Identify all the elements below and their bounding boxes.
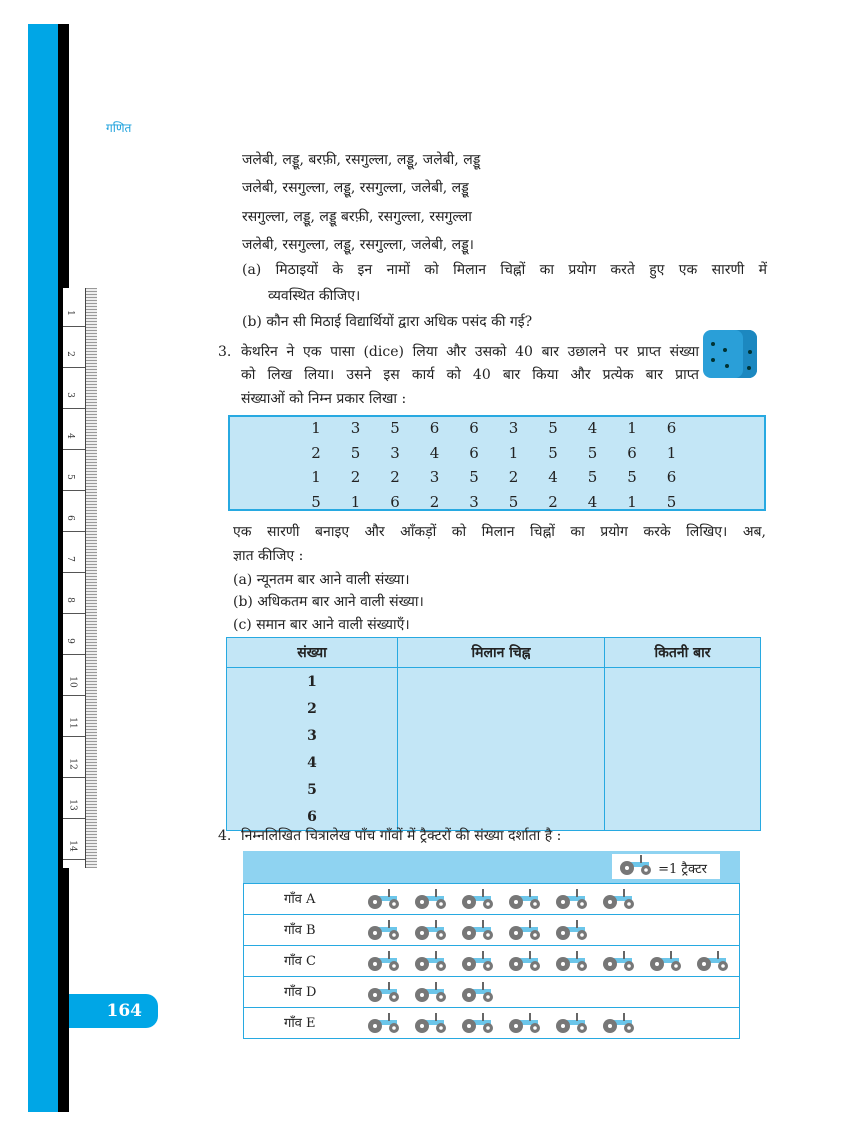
q3-instruction: एक सारणी बनाइए और आँकड़ों को मिलान चिह्नों का प्रयोग करके लिखिए। अब, bbox=[233, 524, 766, 540]
tractor-icon bbox=[413, 981, 449, 1007]
legend-text: =1 ट्रैक्टर bbox=[658, 862, 707, 877]
dice-value: 3 bbox=[508, 419, 519, 437]
tractor-icons bbox=[366, 888, 637, 914]
count-cell bbox=[605, 722, 761, 749]
tractor-icons bbox=[366, 919, 590, 945]
tractor-icons bbox=[366, 950, 731, 976]
tractor-icon bbox=[601, 1012, 637, 1038]
tractor-icon bbox=[460, 950, 496, 976]
pictograph-header bbox=[243, 851, 740, 883]
ruler-number: 6 bbox=[64, 515, 75, 521]
dice-value: 5 bbox=[311, 492, 321, 511]
dice-value: 4 bbox=[587, 419, 598, 437]
dice-value: 1 bbox=[627, 492, 637, 511]
dice-value: 3 bbox=[469, 492, 479, 511]
tractor-icon bbox=[413, 888, 449, 914]
dice-value: 5 bbox=[627, 468, 637, 486]
tractor-icon bbox=[601, 950, 637, 976]
dice-value: 1 bbox=[508, 443, 519, 462]
ruler-tick bbox=[63, 326, 85, 327]
q4-text: निम्नलिखित चित्रालेख पाँच गाँवों में ट्रैक्टरों की संख्या दर्शाता है : bbox=[241, 828, 562, 844]
dice-image bbox=[703, 330, 757, 378]
count-cell bbox=[605, 695, 761, 722]
tally-cell bbox=[398, 695, 605, 722]
number-cell: 4 bbox=[227, 749, 398, 776]
tractor-icon bbox=[413, 1012, 449, 1038]
village-row bbox=[243, 1008, 740, 1039]
dice-value: 3 bbox=[350, 419, 361, 437]
ruler-number: 11 bbox=[67, 717, 78, 729]
village-label: गाँव B bbox=[284, 923, 316, 938]
tractor-icon bbox=[366, 1012, 402, 1038]
tractor-icon bbox=[413, 919, 449, 945]
ruler-image bbox=[62, 288, 97, 868]
village-label: गाँव C bbox=[284, 954, 316, 969]
tractor-icons bbox=[366, 981, 496, 1007]
dice-value: 6 bbox=[469, 443, 479, 462]
q3-number: 3. bbox=[218, 344, 232, 360]
q2-part-a: (a) मिठाइयों के इन नामों को मिलान चिह्नों का प्रयोग करते हुए एक सारणी में bbox=[242, 262, 767, 278]
table-row bbox=[227, 749, 761, 776]
dice-value: 6 bbox=[469, 419, 479, 437]
ruler-number: 8 bbox=[64, 597, 75, 603]
tractor-icon bbox=[507, 1012, 543, 1038]
table-row bbox=[227, 776, 761, 803]
sweets-line: जलेबी, लड्डू, बरफ़ी, रसगुल्ला, लड्डू, जलेबी, लड्डू bbox=[242, 152, 481, 168]
village-label: गाँव A bbox=[284, 892, 316, 907]
count-cell bbox=[605, 668, 761, 696]
header-tally: मिलान चिह्न bbox=[398, 638, 605, 668]
number-cell: 3 bbox=[227, 722, 398, 749]
tractor-icon bbox=[601, 888, 637, 914]
tractor-icon bbox=[648, 950, 684, 976]
ruler-scale bbox=[85, 288, 97, 868]
ruler-tick bbox=[63, 490, 85, 491]
ruler-tick bbox=[63, 777, 85, 778]
dice-value: 1 bbox=[311, 468, 321, 486]
dice-value: 6 bbox=[666, 468, 677, 486]
dice-value: 6 bbox=[627, 443, 637, 462]
ruler-number: 13 bbox=[67, 799, 78, 811]
village-row bbox=[243, 883, 740, 915]
tractor-icon bbox=[366, 919, 402, 945]
ruler-tick bbox=[63, 613, 85, 614]
village-label: गाँव D bbox=[284, 985, 317, 1000]
dice-value: 5 bbox=[469, 468, 479, 486]
table-row bbox=[227, 722, 761, 749]
dice-value: 1 bbox=[311, 419, 321, 437]
ruler-number: 5 bbox=[64, 474, 75, 480]
ruler-tick bbox=[63, 736, 85, 737]
dice-value: 2 bbox=[350, 468, 361, 486]
q3-part-c: (c) समान बार आने वाली संख्याएँ। bbox=[233, 617, 410, 633]
q3-part-b: (b) अधिकतम बार आने वाली संख्या। bbox=[233, 594, 424, 610]
dice-value: 2 bbox=[548, 492, 558, 511]
dice-value: 5 bbox=[350, 443, 361, 462]
running-header-subject: गणित bbox=[106, 121, 132, 135]
sweets-line: रसगुल्ला, लड्डू, लड्डू बरफ़ी, रसगुल्ला, रसगुल्ला bbox=[242, 209, 472, 225]
tractor-icon bbox=[554, 1012, 590, 1038]
village-row bbox=[243, 977, 740, 1008]
sweets-line: जलेबी, रसगुल्ला, लड्डू, रसगुल्ला, जलेबी, लड्डू bbox=[242, 180, 469, 196]
sweets-line: जलेबी, रसगुल्ला, लड्डू, रसगुल्ला, जलेबी, लड्डू। bbox=[242, 237, 474, 253]
number-cell: 6 bbox=[227, 803, 398, 831]
tractor-icon bbox=[366, 950, 402, 976]
q3-text: को लिख लिया। उसने इस कार्य को 40 बार किया और प्रत्येक बार प्राप्त bbox=[241, 367, 699, 383]
dice-value: 6 bbox=[666, 419, 677, 437]
ruler-tick bbox=[63, 818, 85, 819]
ruler-number: 3 bbox=[64, 392, 75, 398]
header-number: संख्या bbox=[227, 638, 398, 668]
tractor-icon bbox=[554, 950, 590, 976]
tractor-icon bbox=[554, 919, 590, 945]
ruler-tick bbox=[63, 367, 85, 368]
dice-value: 2 bbox=[311, 443, 321, 462]
table-row bbox=[227, 668, 761, 696]
tractor-icon bbox=[554, 888, 590, 914]
tractor-icon bbox=[618, 865, 654, 880]
ruler-number: 4 bbox=[64, 433, 75, 439]
q2-part-b: (b) कौन सी मिठाई विद्यार्थियों द्वारा अधिक पसंद की गई? bbox=[242, 314, 533, 330]
dice-value: 4 bbox=[429, 443, 440, 462]
dice-value: 4 bbox=[587, 492, 598, 511]
ruler-tick bbox=[63, 695, 85, 696]
q2-part-a-cont: व्यवस्थित कीजिए। bbox=[268, 288, 361, 304]
ruler-number: 1 bbox=[64, 310, 75, 316]
tractor-icon bbox=[366, 981, 402, 1007]
ruler-number: 12 bbox=[67, 758, 78, 770]
table-row bbox=[227, 695, 761, 722]
ruler-number: 7 bbox=[64, 556, 75, 562]
village-row bbox=[243, 946, 740, 977]
dice-value: 5 bbox=[508, 492, 519, 511]
dice-value: 5 bbox=[548, 419, 558, 437]
ruler-tick bbox=[63, 859, 85, 860]
dice-value: 3 bbox=[390, 443, 400, 462]
dice-value: 2 bbox=[429, 492, 440, 511]
ruler-number: 9 bbox=[64, 638, 75, 644]
count-cell bbox=[605, 749, 761, 776]
tractor-icon bbox=[460, 919, 496, 945]
number-cell: 1 bbox=[227, 668, 398, 696]
tally-table bbox=[226, 637, 761, 831]
tractor-icon bbox=[507, 919, 543, 945]
number-cell: 5 bbox=[227, 776, 398, 803]
page-number: 164 bbox=[69, 994, 158, 1028]
dice-value: 5 bbox=[548, 443, 558, 462]
dice-value: 5 bbox=[666, 492, 677, 511]
q3-part-a: (a) न्यूनतम बार आने वाली संख्या। bbox=[233, 572, 410, 588]
pictograph-legend bbox=[612, 854, 720, 879]
village-label: गाँव E bbox=[284, 1016, 316, 1031]
village-row bbox=[243, 915, 740, 946]
tractor-icon bbox=[460, 981, 496, 1007]
number-cell: 2 bbox=[227, 695, 398, 722]
tractor-icon bbox=[413, 950, 449, 976]
dice-value: 1 bbox=[627, 419, 637, 437]
dice-value: 1 bbox=[666, 443, 677, 462]
ruler-tick bbox=[63, 408, 85, 409]
dice-value: 4 bbox=[548, 468, 558, 486]
ruler-number: 2 bbox=[64, 351, 75, 357]
count-cell bbox=[605, 776, 761, 803]
q3-text: संख्याओं को निम्न प्रकार लिखा : bbox=[241, 391, 407, 407]
dice-value: 3 bbox=[429, 468, 440, 486]
tractor-icon bbox=[695, 950, 731, 976]
left-margin-band bbox=[28, 24, 58, 1112]
dice-data-box bbox=[228, 415, 766, 511]
tractor-icon bbox=[366, 888, 402, 914]
tractor-pictograph bbox=[243, 851, 740, 1039]
tractor-icon bbox=[460, 888, 496, 914]
tractor-icon bbox=[507, 950, 543, 976]
ruler-number: 10 bbox=[67, 676, 78, 688]
q3-instruction: ज्ञात कीजिए : bbox=[233, 548, 304, 564]
ruler-tick bbox=[63, 572, 85, 573]
ruler-tick bbox=[63, 654, 85, 655]
q4-number: 4. bbox=[218, 828, 232, 844]
tractor-icons bbox=[366, 1012, 637, 1038]
dice-value: 2 bbox=[508, 468, 519, 486]
q3-text: केथरिन ने एक पासा (dice) लिया और उसको 40 बार उछालने पर प्राप्त संख्या bbox=[241, 344, 699, 360]
dice-value: 1 bbox=[350, 492, 361, 511]
tally-cell bbox=[398, 722, 605, 749]
tally-cell bbox=[398, 668, 605, 696]
header-count: कितनी बार bbox=[605, 638, 761, 668]
dice-value: 6 bbox=[390, 492, 400, 511]
tractor-icon bbox=[460, 1012, 496, 1038]
ruler-tick bbox=[63, 449, 85, 450]
tally-cell bbox=[398, 749, 605, 776]
ruler-number: 14 bbox=[67, 840, 78, 852]
dice-value: 6 bbox=[429, 419, 440, 437]
dice-value: 2 bbox=[390, 468, 400, 486]
tractor-icon bbox=[507, 888, 543, 914]
tally-cell bbox=[398, 776, 605, 803]
dice-value: 5 bbox=[390, 419, 400, 437]
dice-value: 5 bbox=[587, 443, 598, 462]
dice-value: 5 bbox=[587, 468, 598, 486]
count-cell bbox=[605, 803, 761, 831]
ruler-tick bbox=[63, 531, 85, 532]
